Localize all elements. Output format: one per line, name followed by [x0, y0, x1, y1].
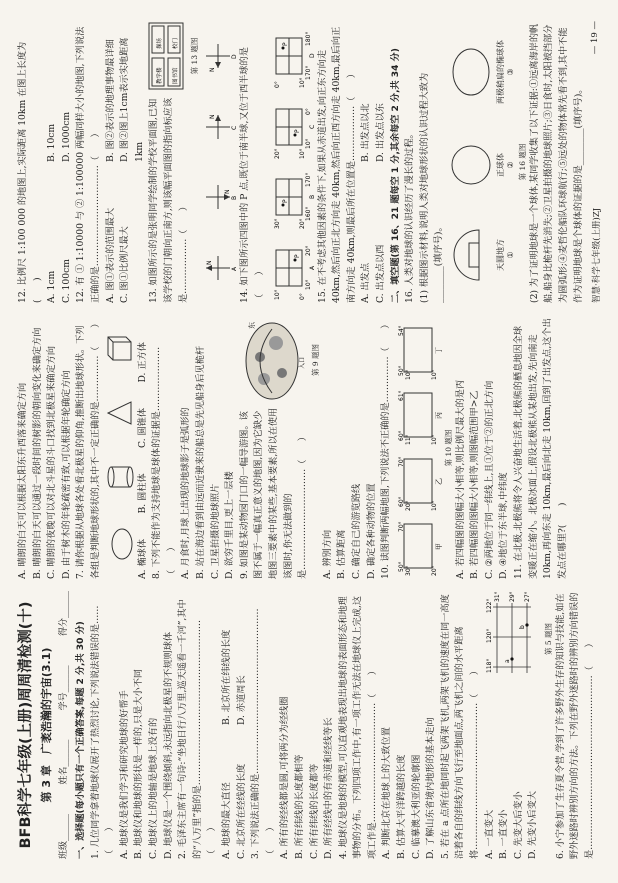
compass-options — [202, 21, 239, 303]
option-label: A — [308, 265, 316, 270]
option-a[interactable]: A. 所有的经线都是圆,可将两分为经线圈 — [279, 696, 291, 859]
tick-label: 10° — [430, 434, 438, 446]
question-3 — [249, 591, 337, 859]
column-right — [16, 21, 586, 303]
question-6: 6. 小宁参加了生存夏令营,学到了许多野外生存的知识与技能,如在野外迷路时辨别方向的方法。下列在野外迷路时的辨别方向错误的是…………………………………………………（ ） — [554, 592, 595, 859]
tick-label: 10° — [298, 77, 306, 89]
option-d[interactable]: D. 了解山东省境内地形的基本走向 — [425, 717, 437, 859]
tick-label: 50° — [397, 365, 405, 376]
map-label: 丁 — [434, 346, 443, 354]
map-jia — [396, 516, 442, 576]
tick-label: 10° — [404, 369, 412, 380]
option-b[interactable]: B. 所有纬线的长度都相等 — [293, 754, 305, 859]
question-stem: 3. 下列说法正确的是………………………………………………（ ） — [250, 608, 276, 859]
map-yi — [396, 451, 442, 511]
tick-label: 118° — [485, 658, 493, 673]
cube-shape — [106, 335, 134, 363]
tick-label: 27° — [523, 591, 531, 602]
question-8 — [150, 317, 238, 579]
tick-label: 20° — [304, 245, 312, 256]
question-12 — [16, 21, 74, 303]
question-stem: 2. 毛泽东主席有一句诗:“坐地日行八万里,巡天遥看一千河”,其中的“八万里”指的是………………………………………………（ ） — [177, 599, 218, 859]
shape-number: ③ — [505, 68, 515, 76]
page-footer — [590, 21, 602, 303]
option-label: C — [308, 124, 316, 129]
tick-label: 60° — [397, 430, 405, 442]
compass-icon[interactable] — [202, 177, 239, 217]
shape-number: ① — [505, 251, 515, 259]
room-label: 校门 — [173, 37, 180, 49]
ellipsoid-shape — [110, 527, 134, 561]
cylinder-shape — [106, 463, 134, 491]
option-b[interactable]: B. 站在海边看到由远而近驶来的船总是先见船身后见桅杆 — [194, 345, 206, 579]
sphere-shape — [449, 142, 493, 188]
option-a[interactable]: A. 判断北京在地球上的大致位置 — [381, 727, 393, 859]
page-title: BFB科学七年级(上册)周周清检测(十) — [18, 601, 34, 849]
tick-label: 160° — [304, 206, 312, 222]
question-4 — [337, 591, 439, 859]
question-stem: 7. 请你根据从地球各处看北极星的仰角,推断出地球形状。下列各组是判断地球形状的,其中不一定正确的是……………（ ） — [75, 318, 101, 579]
option-c[interactable]: C. 出发点以西 — [374, 244, 386, 303]
figure-13 — [147, 21, 200, 91]
option-label: C — [231, 125, 239, 130]
sub-question-2: (2) 为了证明地球是一个球体,某同学收集了以下证据:①远离海岸的帆船,船身比桅杆先消失;②卫星拍摄的地球照片;③日食时,太阳被挡部分为圆弧形;④麦哲伦船队环球航行;⑤远处的物体常先看不到,其中不能作为证明地球是个球体的证据的是________(填序号)。 — [528, 23, 584, 303]
option-b[interactable]: B. 若四幅图的图幅大小相等,则图幅范围甲>乙 — [469, 390, 481, 579]
map-label: 甲 — [434, 543, 443, 551]
tick-label: 0° — [298, 292, 306, 300]
question-7 — [74, 317, 150, 579]
option-b[interactable]: B. 地球仪和地球的形状是一样的,只是大小不同 — [133, 668, 145, 859]
student-info-row — [57, 591, 72, 859]
room-label: 图书馆 — [173, 67, 180, 84]
question-stem: 4. 地球仪是地球的模型,可以直观地表现出地球的表面形态和地理事物的分布。下列四项工作中,有一项工作无法在地球仪上完成,这项工作是…………………………………（ ） — [337, 595, 378, 859]
option-b[interactable]: B. 估算大平洋跨越的长度 — [396, 754, 408, 859]
option-c[interactable]: C. 晴朗的夜晚可以对北斗星的斗口找到北极星来确定方向 — [46, 345, 58, 579]
room-label: 教学楼 — [157, 67, 164, 84]
chapter-subtitle: 第 3 章 广袤浩瀚的宇宙(3.1) — [40, 647, 53, 803]
option-c[interactable]: C. 所有纬线的长度都等 — [308, 763, 320, 859]
shape-label: 两极稍扁的椭球体 — [495, 40, 505, 104]
option-a[interactable]: A. 出发点 — [360, 262, 372, 303]
option-label: A — [231, 266, 239, 271]
tick-label: 20° — [404, 500, 412, 511]
option-a[interactable]: A. 若四幅图的图幅大小相等,则比例尺最大的是丙 — [454, 379, 466, 579]
map-label: 丙 — [434, 412, 443, 420]
tick-label: 120° — [485, 628, 493, 643]
tick-label: 180° — [304, 31, 312, 47]
point-label: P — [293, 254, 301, 258]
option-b[interactable]: B. 10cm — [46, 123, 58, 162]
option-c[interactable]: C. 确定自己的游览路线 — [350, 483, 362, 579]
point-label: P — [293, 129, 301, 133]
option-d[interactable]: D. 先变小后变大 — [527, 790, 539, 859]
map-ding — [396, 320, 442, 380]
question-stem: 13. 如图所示的是张明同学绘制的学校平面图,已知该学校的门朝向正南方,则该幅平面图的指向标应该是………………（ ） — [148, 97, 189, 303]
north-label: N — [224, 189, 232, 195]
option-a[interactable]: A. 晴朗的白天可以根据太阳东升西落来确定方向 — [17, 382, 28, 579]
question-13 — [147, 21, 239, 303]
option-label: D — [231, 54, 239, 60]
tick-label: 50° — [397, 561, 405, 573]
tick-label: 20° — [430, 565, 438, 577]
north-label: N — [206, 260, 214, 265]
option-d[interactable]: D. 地球仪是一个围绕倾斜,永远指向北极星的不规则球体 — [162, 631, 174, 859]
question-stem: 15. 在不考虑其他因素的条件下,如果从赤道出发,向正东方向走 40km,然后向正北方向走 40km,然后向正西方向走 40km,最后向正南方向走 40km,则最后所在位置是………………（ ） — [316, 26, 357, 303]
option-b[interactable]: B. 圆柱体 — [136, 473, 148, 514]
grid-option-d[interactable] — [270, 24, 314, 88]
section-fill-heading: 二、填空题(第 16、21 题每空 1 分,其余每空 2 分,共 34 分) — [390, 48, 401, 303]
figure-item — [449, 226, 516, 284]
shape-figures — [106, 317, 134, 579]
figure-14 — [270, 21, 314, 303]
question-stem: 12. 比例尺 1:100 000 的地图上,实际距离 10km 在图上长度为( ) — [17, 41, 43, 303]
room-label: 操场 — [157, 37, 164, 49]
tick-label: 20° — [273, 148, 281, 159]
option-a[interactable]: A. 图①表示的范围最大 — [104, 207, 116, 303]
figure-caption: 第 5 题图 — [543, 622, 553, 656]
question-stem: 8. 下列不能作为支持地球是球体的证据是…………………（ ） — [151, 346, 177, 579]
option-a[interactable]: A. 辨别方向 — [321, 529, 333, 579]
lat-lon-grid-diagram — [483, 591, 541, 687]
zoo-map-icon — [238, 317, 308, 403]
north-label: N — [209, 114, 217, 119]
tick-label: 61° — [397, 390, 405, 402]
question-12b — [74, 21, 147, 303]
option-b[interactable]: B. 估算距离 — [336, 529, 348, 579]
school-plan — [147, 21, 187, 91]
figure-caption: 第 9 题图 — [310, 343, 320, 377]
tick-label: 0° — [273, 81, 281, 89]
footer-brand: 智慧·科学七年级(上册)ZJ — [592, 207, 602, 303]
compass-icon[interactable] — [202, 248, 239, 288]
cone-shape — [106, 399, 134, 427]
tick-label: 20° — [298, 218, 306, 230]
section-choice-heading: 一、选择题(每小题只有一个正确答案,每题 2 分,共 30 分) — [76, 621, 86, 859]
entrance-label: 入口 — [298, 356, 306, 369]
option-c[interactable]: C. ②两地位于同一纬线上,且①位于②的正北方向 — [483, 380, 495, 579]
option-b[interactable]: B. 出发点以北 — [360, 103, 372, 162]
option-a[interactable]: A. 椭球体 — [136, 538, 148, 579]
figure-item — [449, 142, 516, 188]
option-a[interactable]: A. 地球仪是我们学习和研究地球的好帮手 — [118, 690, 130, 859]
tick-label: 10° — [298, 148, 306, 159]
tick-label: 54° — [397, 325, 405, 336]
question-10 — [379, 317, 512, 579]
tick-label: 10° — [304, 138, 312, 149]
figure-caption: 第 10 题图 — [443, 429, 453, 467]
question-5 — [439, 591, 554, 859]
point-label: b — [518, 625, 526, 629]
question-14 — [238, 21, 316, 303]
tick-label: 170° — [304, 65, 312, 81]
option-d[interactable]: D. ④地位于东半球,中纬度 — [498, 472, 510, 579]
option-a[interactable]: A. 月食时,月球上出现的地球影子是弧形的 — [180, 407, 192, 579]
option-c[interactable]: C. 地球仪上的地轴是地球上没有的 — [147, 717, 159, 859]
name-field[interactable]: 姓名______ — [59, 739, 69, 785]
tick-label: 70° — [397, 456, 405, 467]
column-left — [16, 591, 597, 859]
figure-16 — [449, 21, 516, 303]
question-16 — [403, 21, 586, 303]
tick-label: 10° — [273, 289, 281, 300]
column-middle — [16, 317, 570, 579]
option-label: B — [231, 196, 239, 201]
question-9 — [238, 317, 379, 579]
option-d[interactable]: D. 确定各种动物的位置 — [365, 483, 377, 579]
question-stem: 1. 几位同学拿着地球仪展开了热烈讨论,下列说法错误的是……（ ） — [89, 605, 116, 859]
question-11: 11. 在北极,北极熊将令人兴奋地生活着,北极熊的栖息地因全球变暖正在缩小。北极冰面上,假设北极熊从某地出发,先向南走 10km,再向东走 10km,最后向北走 10km,回到了出发点,这个出发点在哪里?( ) — [513, 318, 568, 579]
question-stem: 16. 人类对地球的认识经历了漫长的过程。 — [404, 129, 416, 303]
option-c[interactable]: C. 圆锥体 — [136, 407, 148, 448]
option-c[interactable]: C. 先变大后变小 — [512, 791, 524, 859]
figure-caption: 第 13 题图 — [190, 37, 200, 75]
option-label: D — [308, 53, 316, 59]
tick-label: 29° — [508, 591, 516, 602]
tick-label: 122° — [485, 598, 493, 613]
option-a[interactable]: A. 1cm — [46, 270, 58, 303]
tick-label: 30° — [273, 218, 281, 230]
option-b[interactable]: B. 北京所在纬线的长度 — [220, 629, 232, 725]
grid-option-b[interactable] — [270, 165, 314, 229]
sub-question-1: (1) 根据图示材料,说明人类对地球形状的认识过程大致为 ________(填序号)。 — [418, 72, 445, 303]
option-c[interactable]: C. 图①比例尺最大 — [119, 226, 131, 303]
option-a[interactable]: A. 一直变大 — [483, 809, 495, 859]
question-stem: 14. 如下图所示四图中的 P 点,既位于南半球,又位于西半球的是（ ） — [239, 47, 265, 303]
option-a[interactable]: A. 地球的最大直径 — [220, 782, 232, 859]
option-b[interactable]: B. 晴朗的白天可以通过一段时间的树影的朝向变化来确定方向 — [31, 327, 43, 579]
tick-label: 31° — [493, 591, 501, 602]
point-label: P — [281, 42, 289, 47]
option-d[interactable]: D. 图②图上1cm表示实地距离1km — [119, 37, 145, 162]
tick-label: 10° — [304, 279, 312, 290]
figure-10 — [396, 317, 442, 579]
question-15 — [316, 21, 389, 303]
shape-label: 正球体 — [495, 153, 505, 177]
point-label: a — [503, 659, 511, 663]
tick-label: 60° — [397, 496, 405, 507]
point-label: P — [281, 199, 289, 204]
direction-label: 东 — [247, 322, 256, 329]
question-1 — [89, 591, 177, 859]
figure-9 — [238, 317, 321, 403]
figure-5 — [483, 591, 554, 687]
map-label: 乙 — [434, 477, 443, 485]
tick-label: 70° — [397, 521, 405, 533]
option-c[interactable]: C. 临摹澳大利亚的轮廓图 — [410, 754, 422, 859]
option-c[interactable]: C. 北京所在经线的长度 — [235, 763, 247, 859]
option-c[interactable]: C. 卫星拍摄的地球照片 — [209, 483, 221, 579]
option-d[interactable]: D. 出发点以东 — [374, 103, 386, 162]
question-6-options — [16, 317, 74, 579]
option-d[interactable]: D. 由于树木的年轮疏密有致,可以根据年轮确定方向 — [60, 370, 72, 579]
tick-label: 10° — [430, 369, 438, 380]
question-stem: 5. 若在 a 点所在地同时起飞两架飞机,两架飞机的速度在同一高度沿着各自的纬线方向飞行至地面点,两飞机之间的水平距离将…………………………………………（ ） — [439, 594, 481, 859]
option-d[interactable]: D. 欲穷千里目,更上一层楼 — [224, 471, 236, 579]
option-d[interactable]: D. 赤道周长 — [235, 675, 247, 725]
figure-item — [449, 40, 516, 104]
tick-label: 30° — [404, 565, 412, 577]
tick-label: 10° — [430, 500, 438, 511]
shape-label: 天圆地方 — [495, 239, 505, 271]
grid-option-c[interactable] — [270, 95, 314, 159]
option-b[interactable]: B. 图②表示的地理事物最详细 — [104, 39, 116, 162]
question-stem: 9. 如图是某动物园门口的一幅导游图。该图不属于一幅真正意义的地图,因为它缺少地图三要素中的某些,基本要素,所以在使用该图时,你无法做到的是……………………………（ ） — [238, 407, 309, 579]
question-2 — [176, 591, 249, 859]
north-label: N — [209, 67, 217, 73]
number-field[interactable]: 学号______ — [59, 665, 69, 711]
map-bing — [396, 385, 442, 445]
option-d[interactable]: D. 1000cm — [60, 111, 72, 162]
option-label: B — [308, 195, 316, 200]
option-c[interactable]: C. 100cm — [60, 259, 72, 303]
compass-icon[interactable] — [202, 36, 239, 76]
question-stem: 12. 有 ① 1:10000 与 ② 1:100000 两幅同样大小的地图,下列说法正确的是……………………………（ ） — [75, 26, 101, 303]
page-number: — 19 — — [590, 21, 600, 55]
figure-caption: 第 16 题图 — [517, 143, 527, 181]
ellipsoid-shape — [449, 46, 493, 98]
option-b[interactable]: B. 一直变小 — [498, 809, 510, 859]
flat-earth-shape — [449, 226, 493, 284]
tick-label: 0° — [304, 107, 312, 115]
shape-number: ② — [505, 161, 515, 169]
option-d[interactable]: D. 所有经线中的有赤道和经线等长 — [323, 717, 335, 859]
score-field[interactable]: 得分______ — [59, 591, 69, 637]
question-stem: 10. 读图判断两幅地图,下列说法不正确的是……………（ ） — [380, 319, 392, 579]
tick-label: 170° — [304, 172, 312, 188]
class-field[interactable]: 班级______ — [59, 813, 69, 859]
grid-option-a[interactable] — [270, 236, 314, 300]
tick-label: 11° — [404, 434, 412, 446]
option-d[interactable]: D. 正方体 — [136, 342, 148, 383]
compass-icon[interactable] — [202, 107, 239, 147]
